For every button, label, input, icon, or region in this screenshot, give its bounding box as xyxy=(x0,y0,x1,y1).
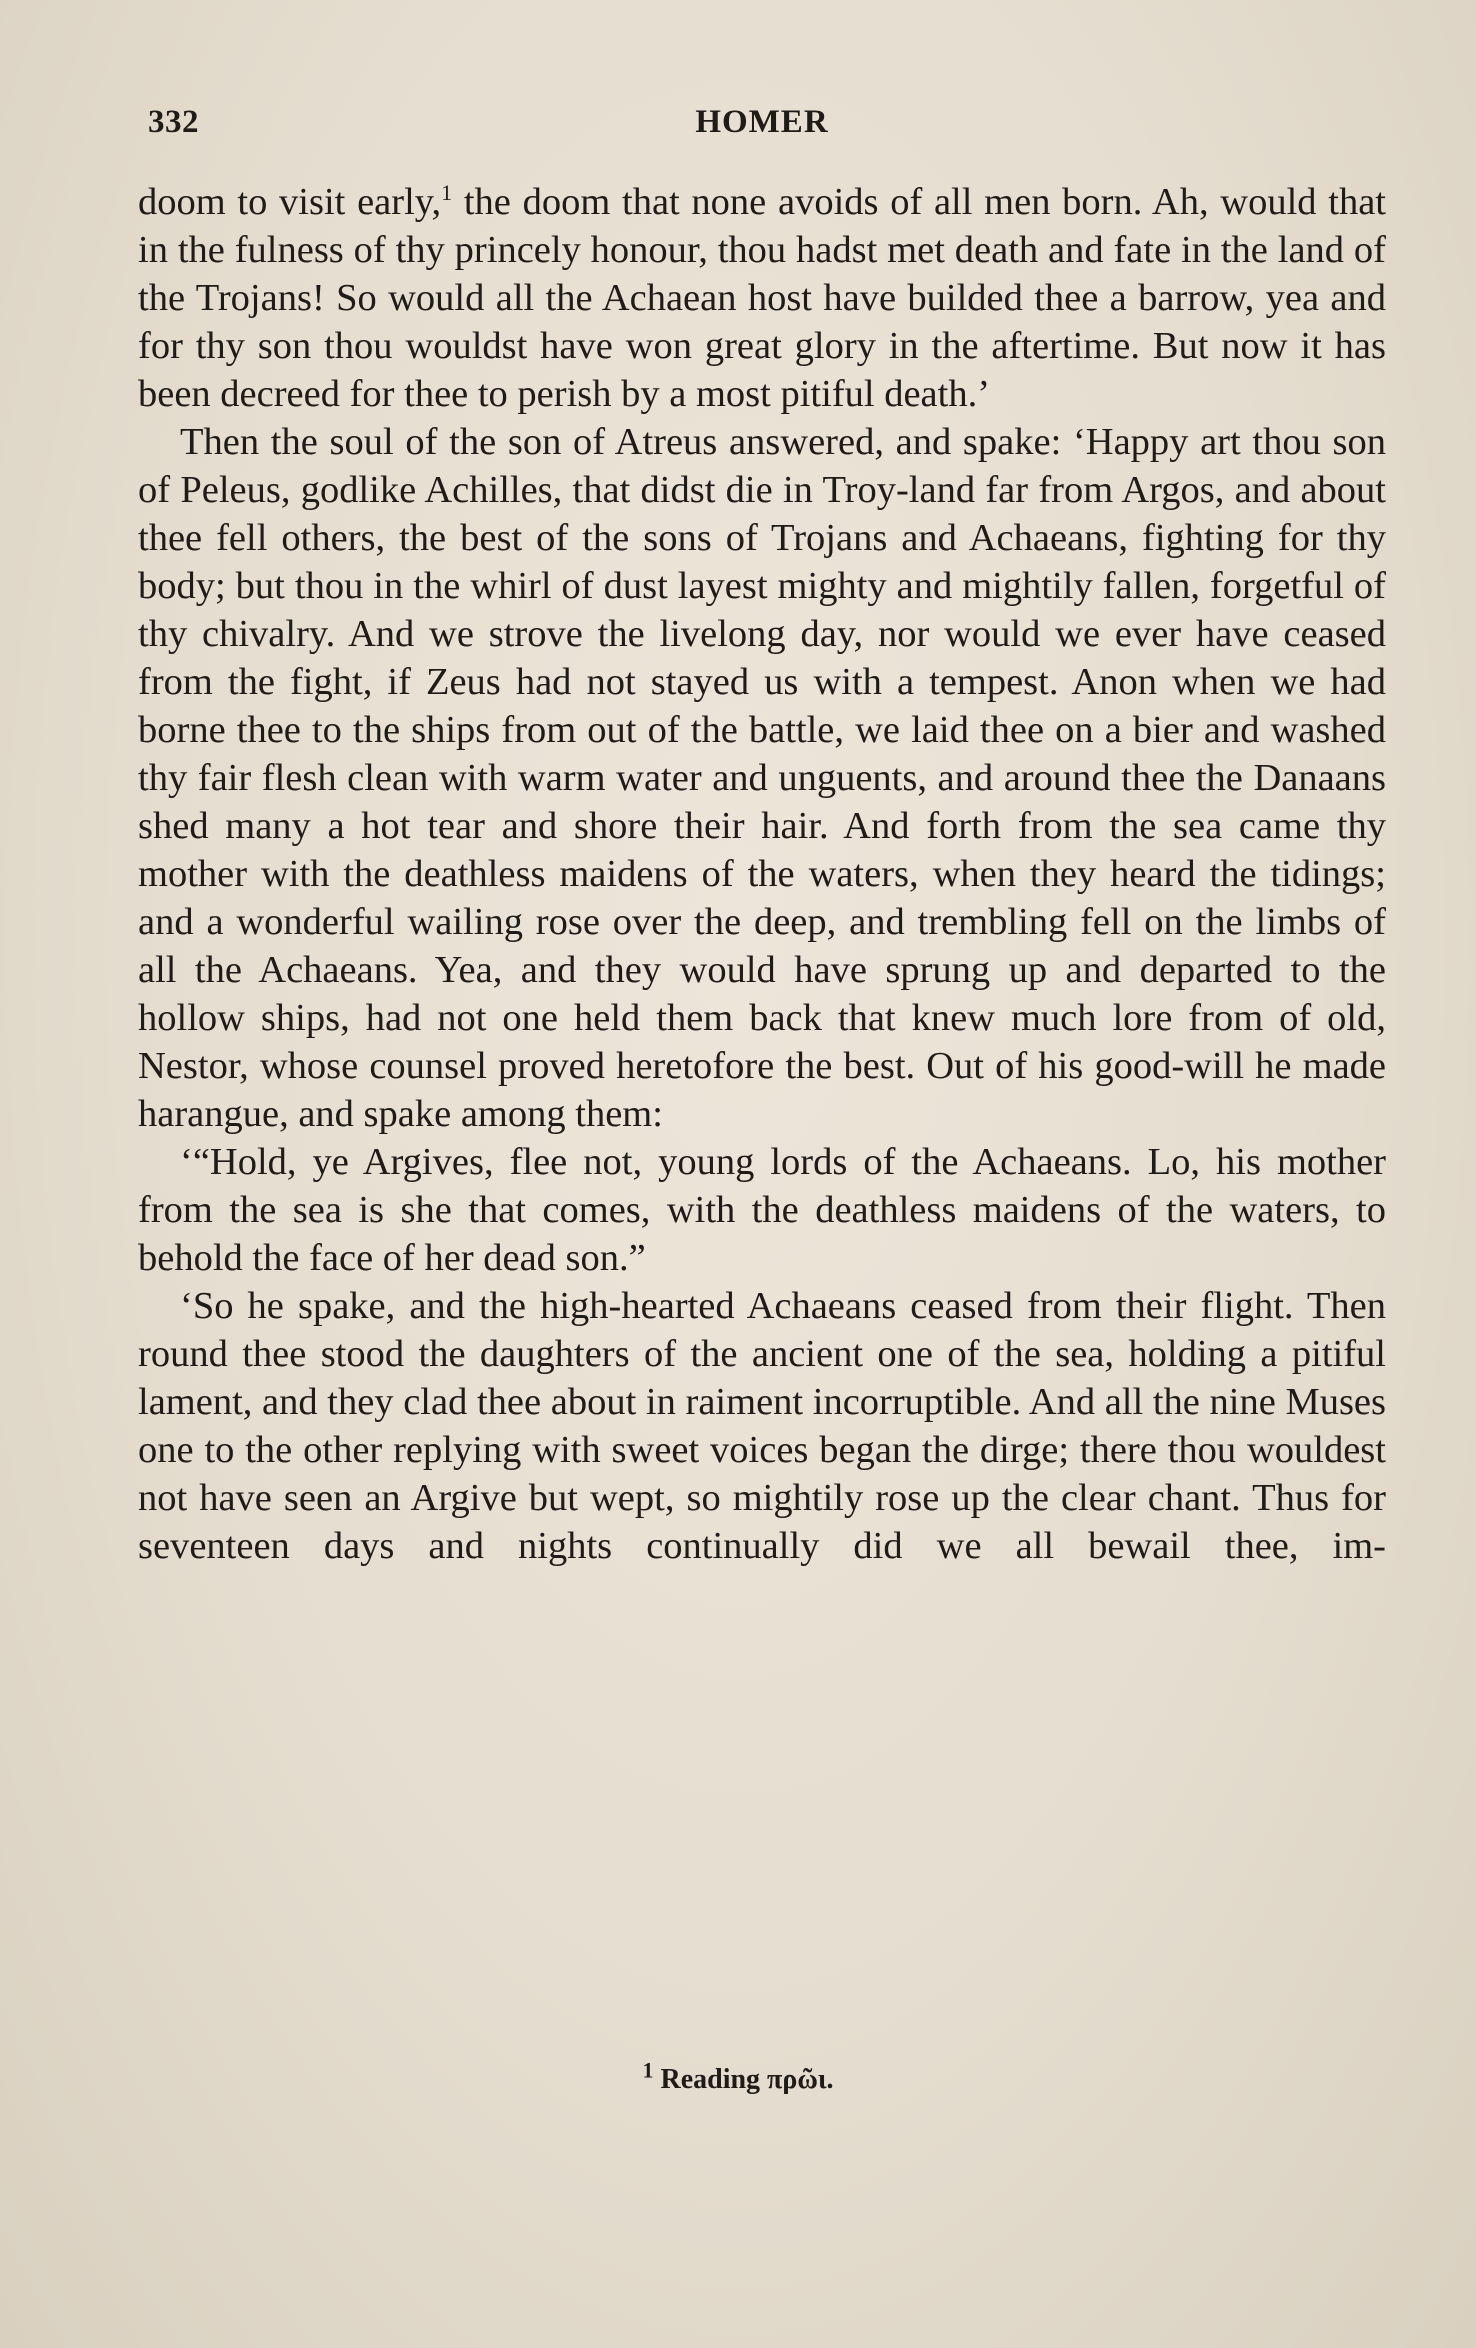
running-head xyxy=(138,104,1386,154)
paragraph-1-rest: the doom that none avoids of all men born. Ah, would that in the fulness of thy princely honour, thou hadst met death and fate in the land of the Trojans! So would all the Achaean host have builded thee a barrow, yea and for thy son thou wouldst have won great glory in the aftertime. But now it has been decreed for thee to perish by a most pitiful death.’ xyxy=(138,181,1386,415)
paragraph-2: Then the soul of the son of Atreus answered, and spake: ‘Happy art thou son of Peleus, godlike Achilles, that didst die in Troy-land far from Argos, and about thee fell others, the best of the sons of Trojans and Achaeans, fighting for thy body; but thou in the whirl of dust layest mighty and mightily fallen, forgetful of thy chivalry. And we strove the livelong day, nor would we ever have ceased from the fight, if Zeus had not stayed us with a tempest. Anon when we had borne thee to the ships from out of the battle, we laid thee on a bier and washed thy fair flesh clean with warm water and unguents, and around thee the Danaans shed many a hot tear and shore their hair. And forth from the sea came thy mother with the deathless maidens of the waters, when they heard the tidings; and a wonderful wailing rose over the deep, and trembling fell on the limbs of all the Achaeans. Yea, and they would have sprung up and departed to the hollow ships, had not one held them back that knew much lore from of old, Nestor, whose counsel proved heretofore the best. Out of his good-will he made harangue, and spake among them: xyxy=(138,421,1386,1135)
footnote-mark: 1 xyxy=(642,2057,654,2083)
footnote-reference: 1 xyxy=(441,180,453,206)
body-text xyxy=(138,178,1386,1570)
footnote xyxy=(0,2057,1476,2096)
paragraph-1-start: doom to visit early, xyxy=(138,181,442,223)
running-title: HOMER xyxy=(695,104,829,140)
footnote-text: Reading πρῶι. xyxy=(653,2064,834,2095)
page-number: 332 xyxy=(148,104,199,140)
paragraph-3: ‘“Hold, ye Argives, flee not, young lords of the Achaeans. Lo, his mother from the sea is she that comes, with the deathless maidens of the waters, to behold the face of her dead son.” xyxy=(138,1141,1386,1279)
paragraph-4: ‘So he spake, and the high-hearted Achaeans ceased from their flight. Then round thee stood the daughters of the ancient one of the sea, holding a pitiful lament, and they clad thee about in raiment incorruptible. And all the nine Muses one to the other replying with sweet voices began the dirge; there thou wouldest not have seen an Argive but wept, so mightily rose up the clear chant. Thus for seventeen days and nights continually did we all bewail thee, im- xyxy=(138,1285,1386,1567)
paragraph-1 xyxy=(138,178,1386,418)
